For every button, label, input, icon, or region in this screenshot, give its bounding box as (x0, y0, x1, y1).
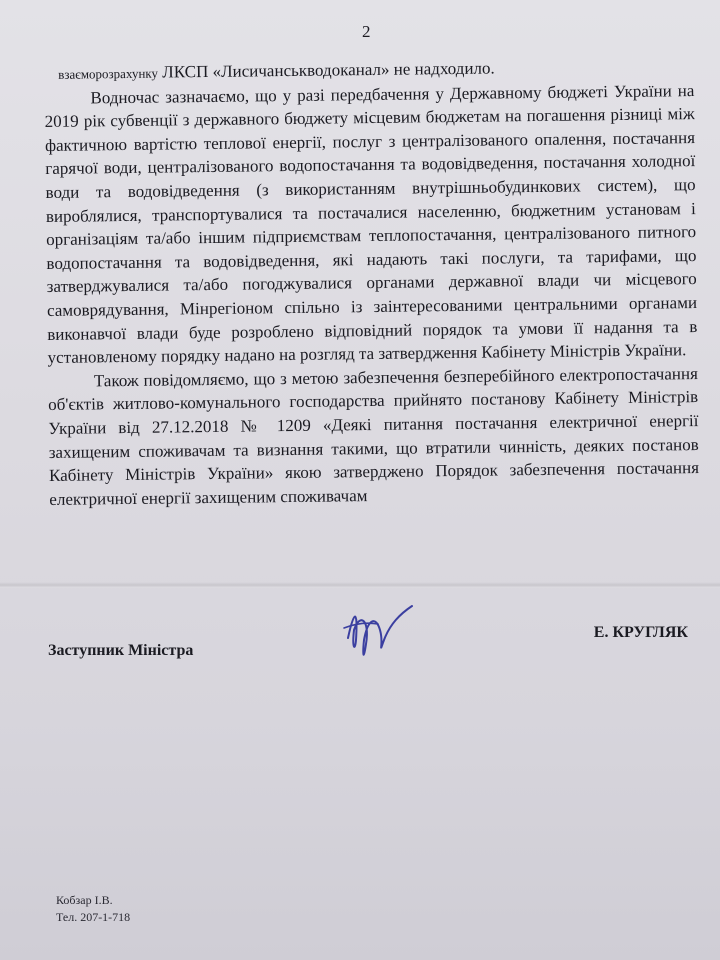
contact-phone: Тел. 207-1-718 (56, 910, 131, 924)
paragraph-electricity: Також повідомляємо, що з метою забезпечення безперебійного електропостачання об'єктів житлово-комунального господарства прийнято постанову Кабінету Міністрів України від 27.12.2018 № 1209 «Деякі питання постачання електричної енергії захищеним споживачам та визнання такими, що втратили чинність, деяких постанов Кабінету Міністрів України» якою затверджено Порядок забезпечення постачання електричної енергії захищеним споживачам (48, 363, 700, 509)
signer-name: Е. КРУГЛЯК (593, 624, 688, 641)
handwritten-signature (340, 600, 420, 670)
continued-word: взаєморозрахунку (58, 65, 159, 82)
page-number: 2 (362, 22, 371, 41)
contact-name: Кобзар І.В. (56, 893, 113, 907)
letter-body (44, 54, 699, 511)
contact-info (56, 892, 130, 926)
paper-fold-line (0, 582, 720, 588)
paragraph-subvention: Водночас зазначаємо, що у разі передбачення у Державному бюджеті України на 2019 рік субвенції з державного бюджету місцевим бюджетам на погашення різниці між фактичною вартістю теплової енергії, послуг з централізованого опалення, постачання гарячої води, централізованого водопостачання та водовідведення, постачання холодної води та водовідведення (з використанням внутрішньобудинкових систем), що вироблялися, транспортувалися та постачалися населенню, бюджетним установам і організаціям та/або іншим підприємствам теплопостачання, централізованого питного водопостачання та водовідведення, які надають такі послуги, та тарифами, що затверджувалися та/або погоджувалися органами державної влади чи місцевого самоврядування, Мінрегіоном спільно із заінтересованими центральними органами виконавчої влади буде розроблено відповідний порядок та умови її надання та в установленому порядку надано на розгляд та затвердження Кабінету Міністрів України. (44, 80, 698, 368)
continuation-text: ЛКСП «Лисичанськводоканал» не надходило. (157, 58, 495, 82)
signature-block (48, 600, 688, 680)
signer-position: Заступник Міністра (48, 642, 194, 659)
